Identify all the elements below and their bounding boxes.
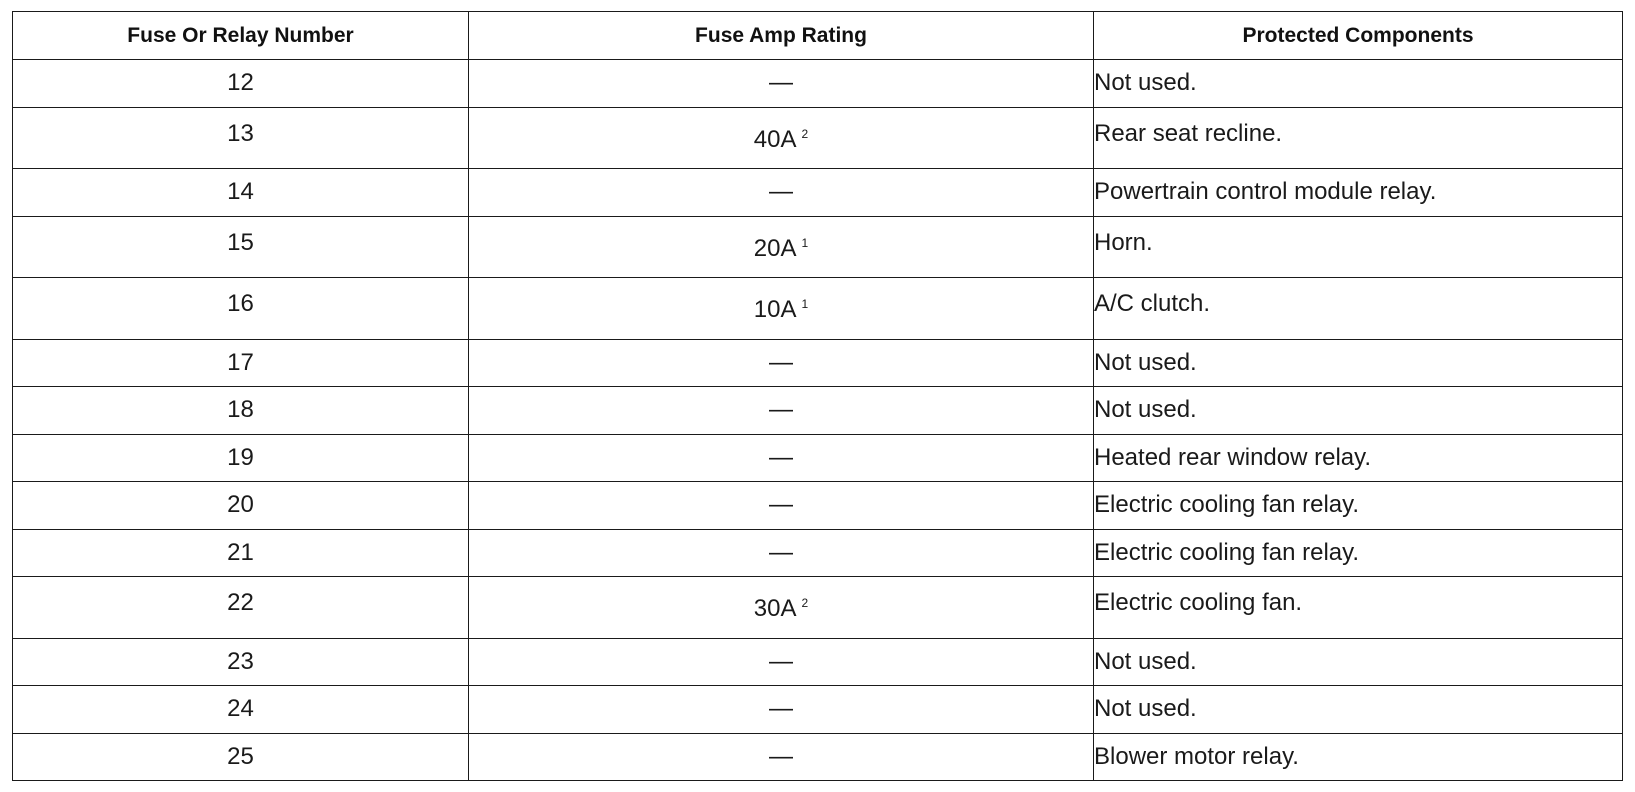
column-header-amp-rating: Fuse Amp Rating: [469, 12, 1094, 60]
protected-component-cell: Not used.: [1094, 387, 1623, 435]
amp-rating-cell: [469, 60, 1094, 108]
column-header-protected-components: Protected Components: [1094, 12, 1623, 60]
fuse-number-cell: 15: [13, 216, 469, 278]
amp-rating-value: —: [769, 695, 793, 723]
protected-component-cell: Not used.: [1094, 686, 1623, 734]
amp-rating-value: —: [769, 178, 793, 206]
amp-rating-value: —: [769, 538, 793, 566]
amp-rating-value: 20A: [753, 234, 797, 262]
fuse-number-cell: 22: [13, 577, 469, 639]
protected-component-cell: A/C clutch.: [1094, 278, 1623, 340]
amp-rating-cell: [469, 638, 1094, 686]
fuse-number-cell: 18: [13, 387, 469, 435]
table-row: [13, 686, 1623, 734]
protected-component-cell: Not used.: [1094, 60, 1623, 108]
fuse-number-cell: 13: [13, 107, 469, 169]
amp-rating-value: 30A: [753, 595, 797, 622]
protected-component-cell: Rear seat recline.: [1094, 107, 1623, 169]
footnote-marker: 1: [801, 297, 809, 311]
footnote-marker: 2: [801, 126, 809, 141]
fuse-number-cell: 17: [13, 339, 469, 387]
amp-rating-cell: [469, 529, 1094, 577]
fuse-number-cell: 16: [13, 278, 469, 340]
protected-component-cell: Horn.: [1094, 216, 1623, 278]
fuse-number-cell: 21: [13, 529, 469, 577]
fuse-number-cell: 14: [13, 169, 469, 217]
protected-component-cell: Powertrain control module relay.: [1094, 169, 1623, 217]
table-row: [13, 434, 1623, 482]
table-row: [13, 638, 1623, 686]
protected-component-cell: Electric cooling fan relay.: [1094, 529, 1623, 577]
amp-rating-cell: [469, 686, 1094, 734]
amp-rating-value: —: [769, 491, 793, 519]
amp-rating-value: —: [769, 69, 793, 97]
fuse-number-cell: 23: [13, 638, 469, 686]
fuse-number-cell: 19: [13, 434, 469, 482]
footnote-marker: 1: [801, 235, 809, 250]
amp-rating-value: 40A: [753, 125, 797, 153]
table-row: [13, 60, 1623, 108]
amp-rating-cell: [469, 434, 1094, 482]
protected-component-cell: Electric cooling fan relay.: [1094, 482, 1623, 530]
table-header: [13, 12, 1623, 60]
table-row: [13, 216, 1623, 278]
header-row: [13, 12, 1623, 60]
footnote-marker: 2: [801, 596, 809, 610]
table-row: [13, 733, 1623, 781]
table-row: [13, 278, 1623, 340]
protected-component-cell: Heated rear window relay.: [1094, 434, 1623, 482]
amp-rating-cell: [469, 733, 1094, 781]
amp-rating-cell: [469, 107, 1094, 169]
protected-component-cell: Electric cooling fan.: [1094, 577, 1623, 639]
amp-rating-cell: [469, 339, 1094, 387]
amp-rating-cell: [469, 278, 1094, 340]
amp-rating-cell: [469, 169, 1094, 217]
amp-rating-cell: [469, 387, 1094, 435]
amp-rating-value: —: [769, 647, 793, 675]
table-row: [13, 529, 1623, 577]
amp-rating-value: —: [769, 348, 793, 376]
table-row: [13, 387, 1623, 435]
amp-rating-value: 10A: [753, 296, 797, 323]
table-row: [13, 107, 1623, 169]
amp-rating-value: —: [769, 443, 793, 471]
table-body: [13, 60, 1623, 781]
protected-component-cell: Not used.: [1094, 339, 1623, 387]
protected-component-cell: Not used.: [1094, 638, 1623, 686]
amp-rating-cell: [469, 482, 1094, 530]
fuse-number-cell: 12: [13, 60, 469, 108]
table-row: [13, 577, 1623, 639]
table-row: [13, 339, 1623, 387]
table-row: [13, 169, 1623, 217]
amp-rating-cell: [469, 577, 1094, 639]
protected-component-cell: Blower motor relay.: [1094, 733, 1623, 781]
column-header-number: Fuse Or Relay Number: [13, 12, 469, 60]
fuse-table: [12, 11, 1623, 781]
table-row: [13, 482, 1623, 530]
fuse-number-cell: 25: [13, 733, 469, 781]
fuse-number-cell: 20: [13, 482, 469, 530]
amp-rating-cell: [469, 216, 1094, 278]
fuse-number-cell: 24: [13, 686, 469, 734]
amp-rating-value: —: [769, 396, 793, 424]
amp-rating-value: —: [769, 742, 793, 770]
